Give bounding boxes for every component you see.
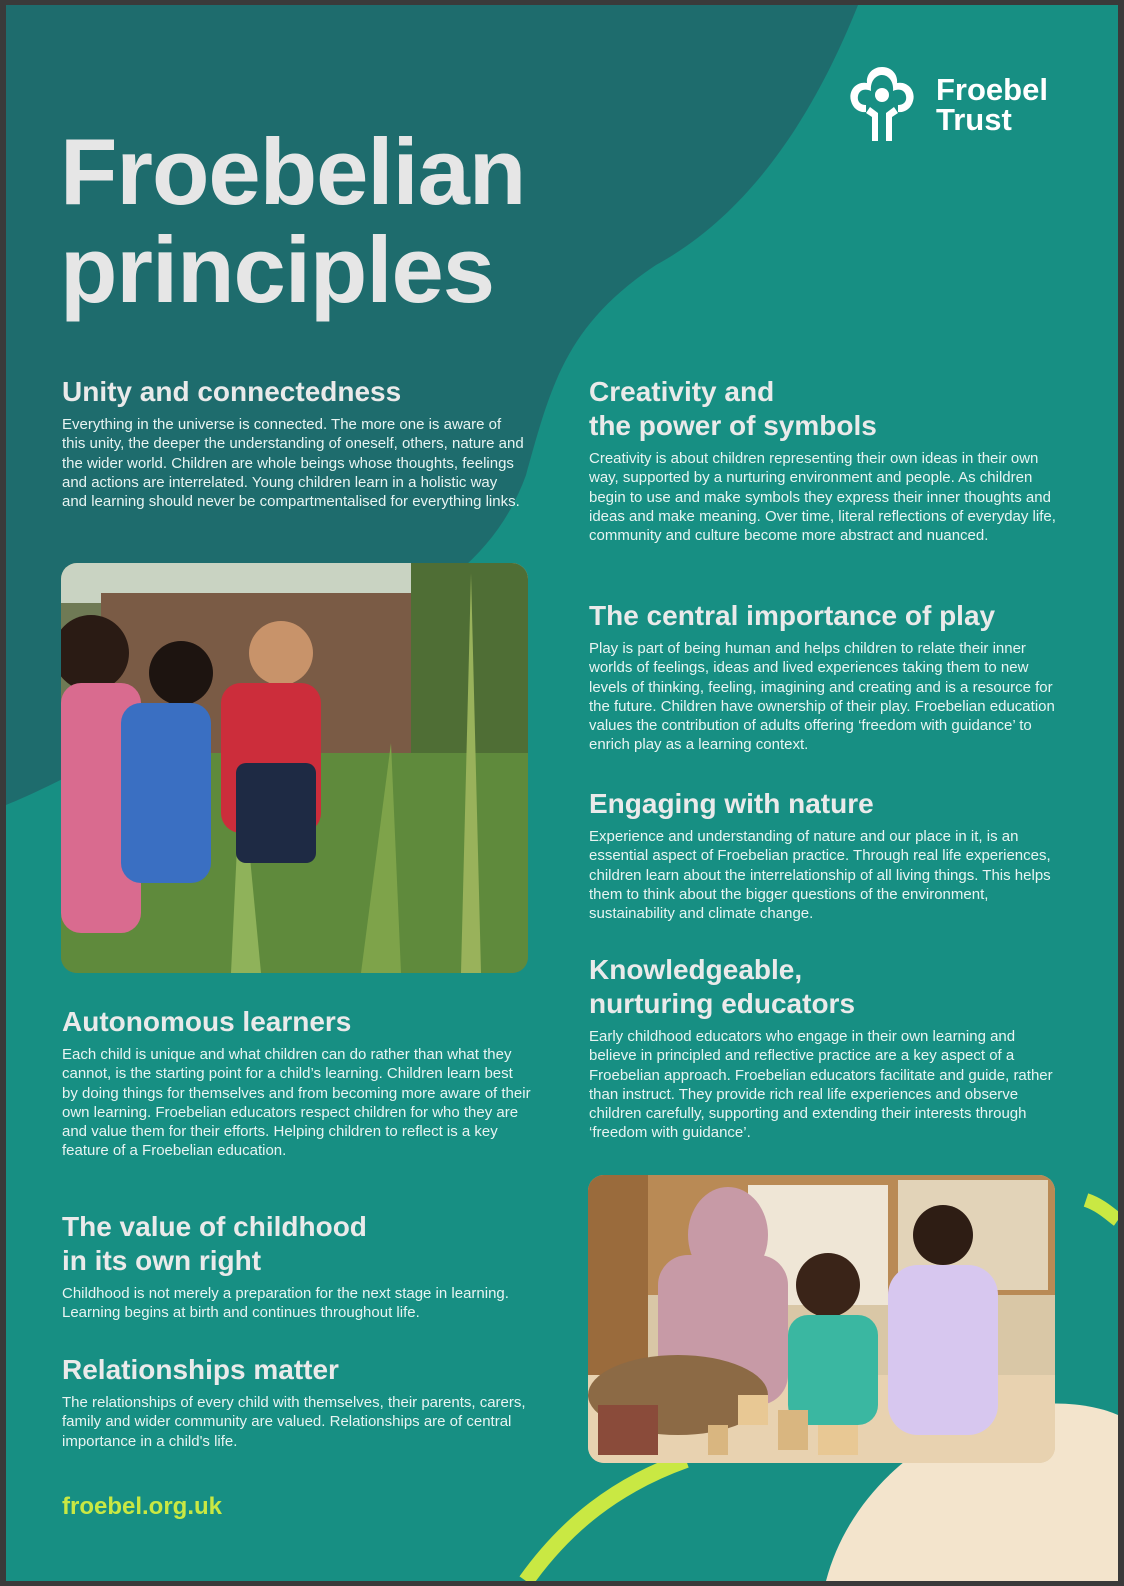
section-body: Early childhood educators who engage in their own learning and believe in principled and reflective practice are a key aspect of a Froebelian approach. Froebelian educators facilitate and guide, rather than instruct. They provide rich real life experiences and observe children carefully, supporting and extending their interests through ‘freedom with guidance’. bbox=[589, 1028, 1053, 1142]
section-unity bbox=[62, 375, 524, 511]
poster-title bbox=[60, 119, 580, 322]
section-body: Each child is unique and what children can do rather than what they cannot, is the starting point for a child’s learning. Children learn best by doing things for themselves and from becoming more aware of their own learning. Froebelian educators respect children for who they are and value them for their efforts. Helping children to reflect is a key feature of a Froebelian education. bbox=[62, 1046, 531, 1160]
section-body: Everything in the universe is connected. The more one is aware of this unity, the deeper the understanding of oneself, others, nature and the wider world. Children are whole beings whose thoughts, feelings and actions are interrelated. Young children learn in a holistic way and learning should never be compartmentalised for everything links. bbox=[62, 416, 524, 511]
section-heading: The central importance of play bbox=[589, 600, 996, 631]
section-body: Childhood is not merely a preparation for the next stage in learning. Learning begins at birth and continues throughout life. bbox=[62, 1285, 509, 1322]
section-body: Play is part of being human and helps children to relate their inner worlds of feelings, ideas and lived experiences taking them to new levels of thinking, feeling, imagining and creating and is a resource for the future. Children have ownership of their play. Froebelian education values the contribution of adults offering ‘freedom with guidance’ to enrich play as a learning context. bbox=[589, 640, 1055, 754]
section-childhood bbox=[62, 1210, 532, 1323]
section-relationships bbox=[62, 1353, 532, 1451]
section-body: The relationships of every child with themselves, their parents, carers, family and wider community are valued. Relationships are of central importance in a child's life. bbox=[62, 1394, 526, 1450]
section-heading: Autonomous learners bbox=[62, 1006, 352, 1037]
section-educators bbox=[589, 953, 1059, 1143]
photo-children-garden bbox=[61, 563, 528, 973]
logo-line-1: Froebel bbox=[936, 72, 1048, 107]
section-creativity bbox=[589, 375, 1059, 545]
title-line-1: Froebelian bbox=[60, 119, 526, 224]
section-heading: Creativity and the power of symbols bbox=[589, 376, 877, 441]
logo-wordmark bbox=[936, 72, 1048, 137]
section-body: Creativity is about children representing their own ideas in their own way, supported by a nurturing environment and people. As children begin to use and make symbols they express their inner thoughts and ideas and make meaning. Over time, literal reflections of everyday life, community and culture become more abstract and nuanced. bbox=[589, 450, 1056, 545]
section-nature bbox=[589, 787, 1059, 923]
section-heading: The value of childhood in its own right bbox=[62, 1211, 367, 1276]
poster-page bbox=[6, 5, 1118, 1581]
logo-line-2: Trust bbox=[936, 102, 1012, 137]
website-link[interactable]: froebel.org.uk bbox=[62, 1493, 223, 1520]
froebel-trust-logo bbox=[842, 61, 1072, 145]
section-play bbox=[589, 599, 1059, 755]
section-body: Experience and understanding of nature and our place in it, is an essential aspect of Froebelian practice. Through real life experiences, children learn about the interrelationship of all living things. This helps them to think about the bigger questions of the environment, sustainability and climate change. bbox=[589, 828, 1051, 923]
title-line-2: principles bbox=[60, 217, 495, 322]
photo-educator-children-blocks bbox=[588, 1175, 1055, 1463]
section-heading: Knowledgeable, nurturing educators bbox=[589, 954, 856, 1019]
tree-person-icon bbox=[842, 61, 922, 145]
section-autonomous bbox=[62, 1005, 532, 1161]
section-heading: Relationships matter bbox=[62, 1354, 339, 1385]
section-heading: Engaging with nature bbox=[589, 788, 874, 819]
section-heading: Unity and connectedness bbox=[62, 376, 402, 407]
